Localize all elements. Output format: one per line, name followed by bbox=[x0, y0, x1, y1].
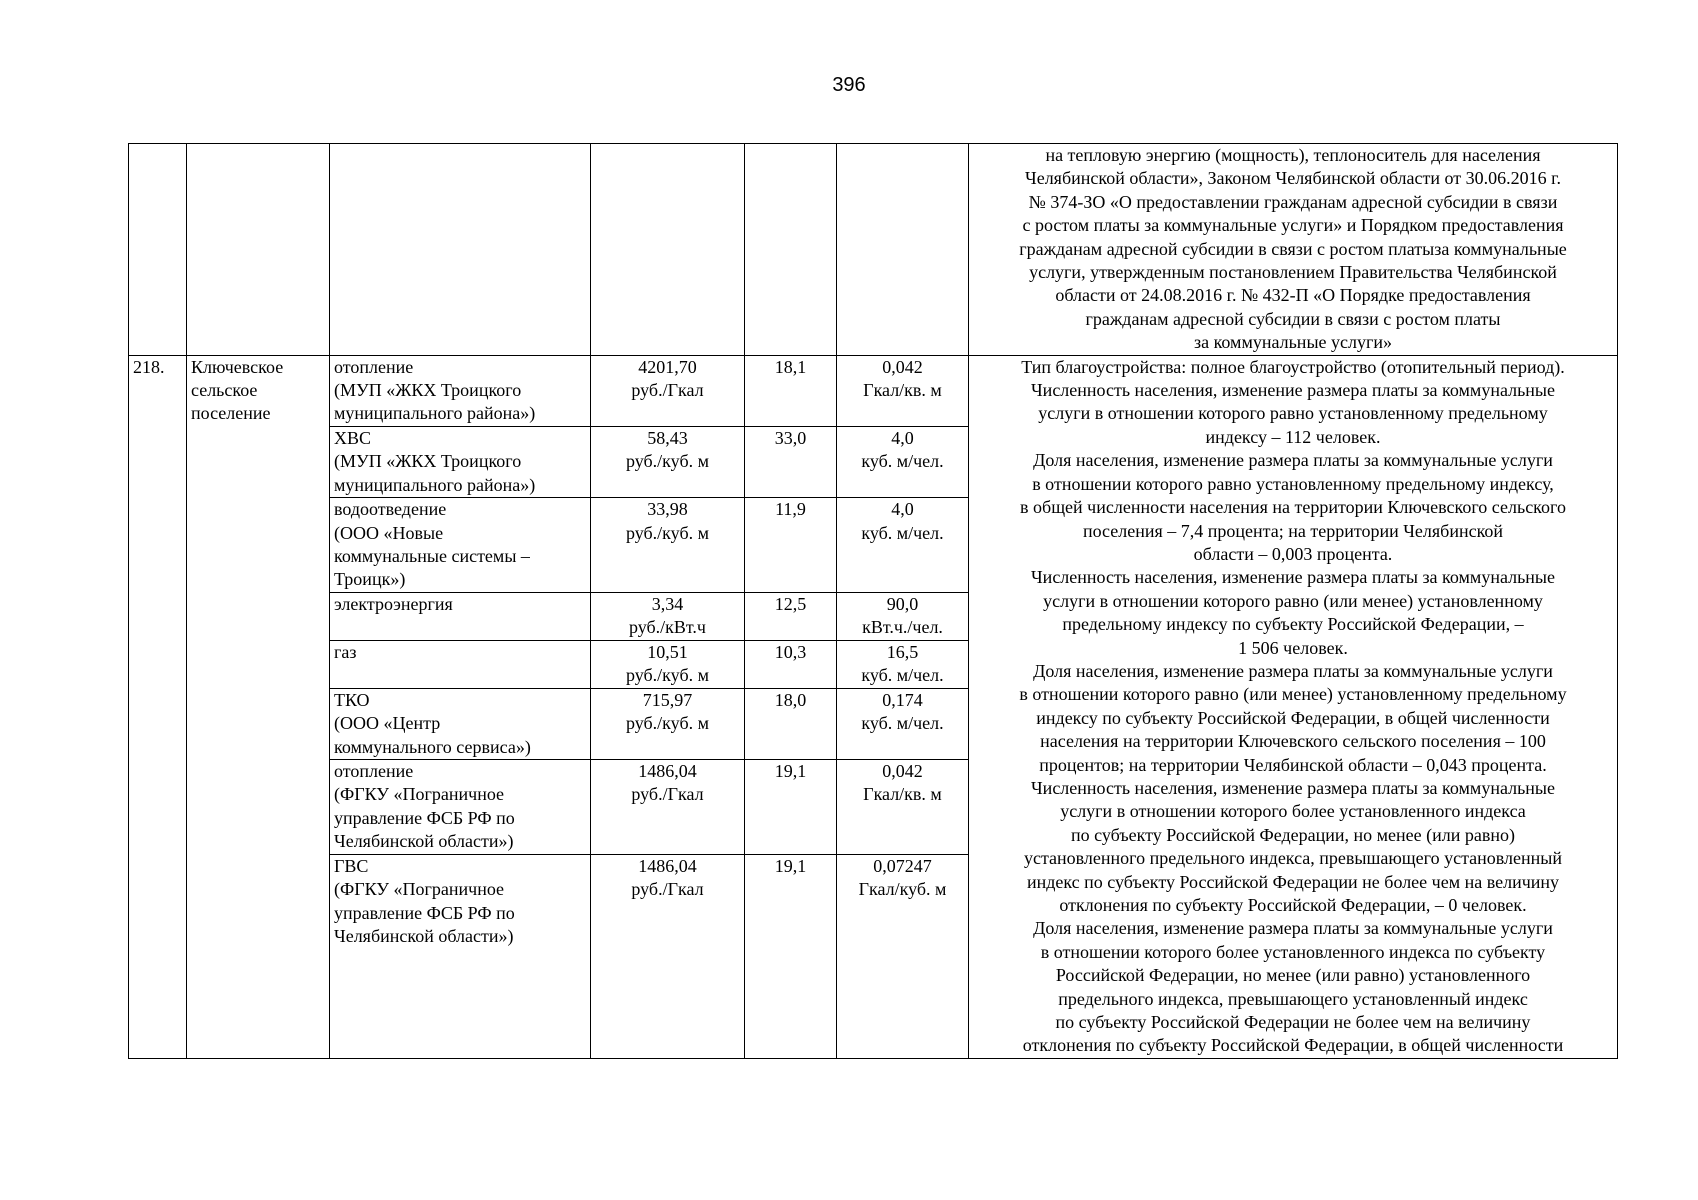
tariff: 10,51 руб./куб. м bbox=[591, 640, 745, 688]
index-value: 19,1 bbox=[745, 760, 837, 855]
note-line: в отношении которого равно (или менее) установленному предельному bbox=[1019, 684, 1567, 705]
note-line: гражданам адресной субсидии в связи с ростом платыза коммунальные bbox=[1019, 238, 1567, 259]
index-cell-empty bbox=[745, 144, 837, 356]
norm-value: 90,0 кВт.ч./чел. bbox=[837, 592, 969, 640]
index-value: 19,1 bbox=[745, 854, 837, 1058]
norm-value: 16,5 куб. м/чел. bbox=[837, 640, 969, 688]
tariff: 58,43 руб./куб. м bbox=[591, 426, 745, 497]
index-value: 11,9 bbox=[745, 498, 837, 593]
service-name: отопление (МУП «ЖКХ Троицкого муниципального района») bbox=[330, 355, 591, 426]
note-line: услуги в отношении которого более установленного индекса bbox=[1060, 801, 1526, 822]
note-line: отклонения по субъекту Российской Федерации, в общей численности bbox=[1022, 1035, 1564, 1056]
note-line: Челябинской области», Законом Челябинской области от 30.06.2016 г. bbox=[1025, 168, 1561, 189]
norm-cell-empty bbox=[837, 144, 969, 356]
note-line: услуги в отношении которого равно установленному предельному bbox=[1038, 403, 1548, 424]
service-name: отопление (ФГКУ «Пограничное управление ФСБ РФ по Челябинской области») bbox=[330, 760, 591, 855]
service-name: ГВС (ФГКУ «Пограничное управление ФСБ РФ по Челябинской области») bbox=[330, 854, 591, 1058]
continuation-row bbox=[129, 144, 1618, 356]
index-value: 12,5 bbox=[745, 592, 837, 640]
norm-value: 4,0 куб. м/чел. bbox=[837, 498, 969, 593]
norm-value: 0,174 куб. м/чел. bbox=[837, 688, 969, 759]
population-note bbox=[969, 355, 1618, 1058]
note-line: области – 0,003 процента. bbox=[1193, 543, 1393, 564]
note-line: поселения – 7,4 процента; на территории Челябинской bbox=[1082, 520, 1504, 541]
note-line: № 374-ЗО «О предоставлении гражданам адресной субсидии в связи bbox=[1028, 191, 1558, 212]
note-line: предельному индексу по субъекту Российской Федерации, – bbox=[1062, 614, 1524, 635]
note-line: индексу по субъекту Российской Федерации, в общей численности bbox=[1036, 707, 1550, 728]
number-cell-empty bbox=[129, 144, 187, 356]
note-line: в отношении которого равно установленному предельному индексу, bbox=[1032, 473, 1554, 494]
norm-value: 0,07247 Гкал/куб. м bbox=[837, 854, 969, 1058]
note-line: населения на территории Ключевского сельского поселения – 100 bbox=[1040, 731, 1546, 752]
service-cell-empty bbox=[330, 144, 591, 356]
note-line: индексу – 112 человек. bbox=[1205, 426, 1381, 447]
settlement-cell-empty bbox=[187, 144, 330, 356]
note-line: отклонения по субъекту Российской Федерации, – 0 человек. bbox=[1059, 895, 1527, 915]
note-line: индекс по субъекту Российской Федерации не более чем на величину bbox=[1026, 871, 1560, 892]
note-line: Доля населения, изменение размера платы за коммунальные услуги bbox=[1033, 660, 1553, 681]
note-line: 1 506 человек. bbox=[1238, 637, 1348, 658]
note-line: на тепловую энергию (мощность), теплоноситель для населения bbox=[1045, 145, 1541, 165]
note-line: услуги в отношении которого равно (или менее) установленному bbox=[1043, 590, 1543, 611]
note-line: в общей численности населения на территории Ключевского сельского bbox=[1020, 497, 1566, 518]
service-name: водоотведение (ООО «Новые коммунальные системы – Троицк») bbox=[330, 498, 591, 593]
service-name: ТКО (ООО «Центр коммунального сервиса») bbox=[330, 688, 591, 759]
note-line: с ростом платы за коммунальные услуги» и Порядком предоставления bbox=[1022, 215, 1564, 236]
continuation-note-cell bbox=[969, 144, 1618, 356]
note-line: предельного индекса, превышающего установленный индекс bbox=[1058, 988, 1528, 1009]
note-line: области от 24.08.2016 г. № 432-П «О Порядке предоставления bbox=[1055, 285, 1531, 306]
note-line: Российской Федерации, но менее (или равно) установленного bbox=[1055, 965, 1531, 986]
index-value: 10,3 bbox=[745, 640, 837, 688]
tariff: 1486,04 руб./Гкал bbox=[591, 854, 745, 1058]
tariff-table bbox=[128, 143, 1618, 1059]
tariff: 4201,70 руб./Гкал bbox=[591, 355, 745, 426]
note-line: Доля населения, изменение размера платы за коммунальные услуги bbox=[1033, 450, 1553, 471]
note-line: в отношении которого более установленного индекса по субъекту bbox=[1040, 941, 1546, 962]
service-name: газ bbox=[330, 640, 591, 688]
settlement-name: Ключевское сельское поселение bbox=[187, 355, 330, 1058]
note-line: процентов; на территории Челябинской области – 0,043 процента. bbox=[1039, 754, 1547, 775]
norm-value: 4,0 куб. м/чел. bbox=[837, 426, 969, 497]
index-value: 18,1 bbox=[745, 355, 837, 426]
note-line: установленного предельного индекса, превышающего установленный bbox=[1023, 848, 1563, 869]
service-name: ХВС (МУП «ЖКХ Троицкого муниципального района») bbox=[330, 426, 591, 497]
tariff-cell-empty bbox=[591, 144, 745, 356]
entry-number: 218. bbox=[129, 355, 187, 1058]
note-line: за коммунальные услуги» bbox=[1193, 332, 1393, 353]
service-name: электроэнергия bbox=[330, 592, 591, 640]
page-number: 396 bbox=[832, 74, 866, 96]
note-line: Численность населения, изменение размера платы за коммунальные bbox=[1030, 567, 1556, 588]
note-line: Тип благоустройства: полное благоустройство (отопительный период). bbox=[1021, 356, 1565, 377]
norm-value: 0,042 Гкал/кв. м bbox=[837, 760, 969, 855]
service-row bbox=[129, 355, 1618, 426]
index-value: 33,0 bbox=[745, 426, 837, 497]
note-line: по субъекту Российской Федерации не более чем на величину bbox=[1055, 1012, 1531, 1033]
tariff: 3,34 руб./кВт.ч bbox=[591, 592, 745, 640]
index-value: 18,0 bbox=[745, 688, 837, 759]
note-line: Доля населения, изменение размера платы за коммунальные услуги bbox=[1033, 918, 1553, 939]
note-line: Численность населения, изменение размера платы за коммунальные bbox=[1030, 777, 1556, 798]
note-line: Численность населения, изменение размера платы за коммунальные bbox=[1030, 380, 1556, 401]
tariff: 1486,04 руб./Гкал bbox=[591, 760, 745, 855]
tariff: 33,98 руб./куб. м bbox=[591, 498, 745, 593]
tariff: 715,97 руб./куб. м bbox=[591, 688, 745, 759]
note-line: услуги, утвержденным постановлением Правительства Челябинской bbox=[1029, 262, 1557, 283]
note-line: гражданам адресной субсидии в связи с ростом платы bbox=[1085, 308, 1501, 329]
note-line: по субъекту Российской Федерации, но менее (или равно) bbox=[1071, 824, 1515, 845]
norm-value: 0,042 Гкал/кв. м bbox=[837, 355, 969, 426]
